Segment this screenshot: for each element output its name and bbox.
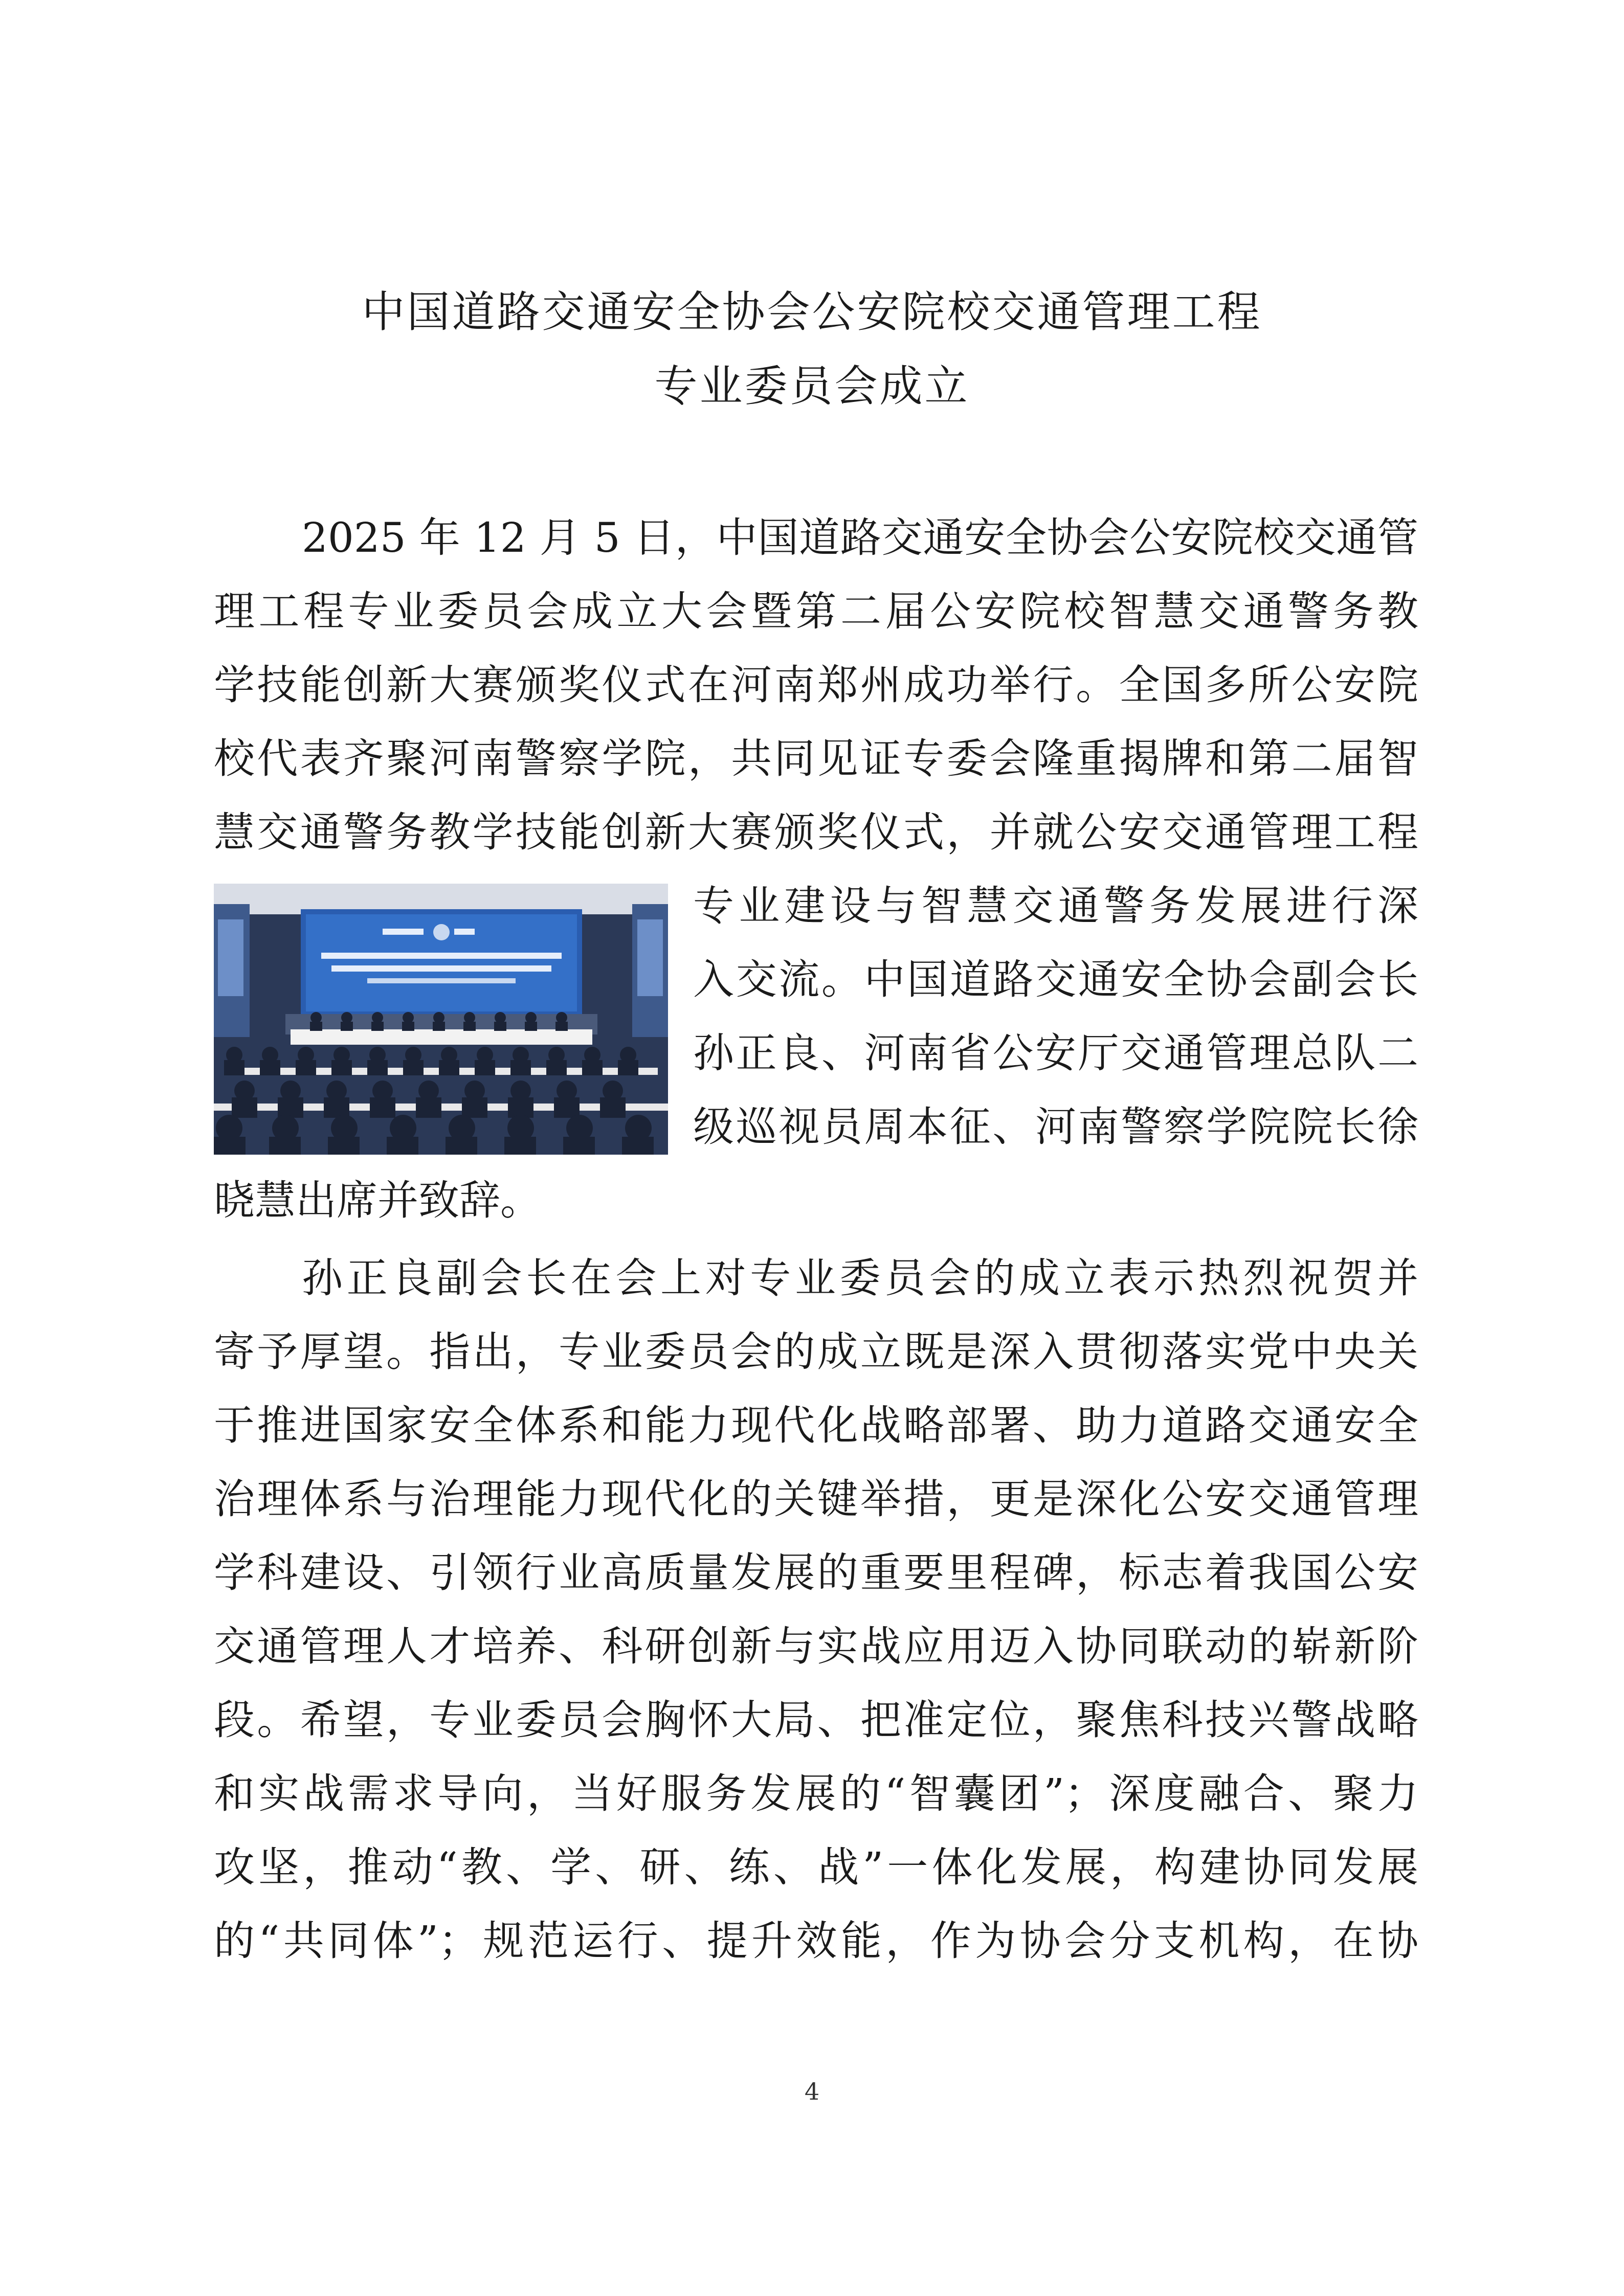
page-number: 4 [804, 2078, 820, 2105]
paragraph-2-line: 段。希望，专业委员会胸怀大局、把准定位，聚焦科技兴警战略 [214, 1696, 1418, 1744]
paragraph-1-line: 理工程专业委员会成立大会暨第二届公安院校智慧交通警务教 [214, 588, 1418, 635]
paragraph-2-line: 学科建设、引领行业高质量发展的重要里程碑，标志着我国公安 [214, 1549, 1418, 1596]
paragraph-1-line: 慧交通警务教学技能创新大赛颁奖仪式，并就公安交通管理工程 [214, 808, 1418, 856]
paragraph-2-line: 寄予厚望。指出，专业委员会的成立既是深入贯彻落实党中央关 [214, 1328, 1418, 1376]
paragraph-1-line: 晓慧出席并致辞。 [214, 1177, 541, 1224]
paragraph-2-line: 于推进国家安全体系和能力现代化战略部署、助力道路交通安全 [214, 1402, 1418, 1449]
paragraph-1-line: 校代表齐聚河南警察学院，共同见证专委会隆重揭牌和第二届智 [214, 735, 1418, 782]
paragraph-1-line: 入交流。中国道路交通安全协会副会长 [693, 956, 1418, 1003]
paragraph-2-line: 和实战需求导向，当好服务发展的“智囊团”；深度融合、聚力 [214, 1770, 1418, 1817]
article-title-line-1: 中国道路交通安全协会公安院校交通管理工程 [362, 287, 1262, 337]
paragraph-1-line: 级巡视员周本征、河南警察学院院长徐 [693, 1103, 1418, 1151]
conference-photo [214, 884, 668, 1155]
paragraph-1-line: 2025 年 12 月 5 日，中国道路交通安全协会公安院校交通管 [302, 514, 1418, 561]
paragraph-1-line: 孙正良、河南省公安厅交通管理总队二 [693, 1029, 1418, 1077]
paragraph-1-line: 学技能创新大赛颁奖仪式在河南郑州成功举行。全国多所公安院 [214, 661, 1418, 709]
paragraph-1-line: 专业建设与智慧交通警务发展进行深 [693, 882, 1418, 930]
paragraph-2-line: 治理体系与治理能力现代化的关键举措，更是深化公安交通管理 [214, 1475, 1418, 1523]
paragraph-2-line: 孙正良副会长在会上对专业委员会的成立表示热烈祝贺并 [302, 1254, 1418, 1302]
paragraph-2-line: 交通管理人才培养、科研创新与实战应用迈入协同联动的崭新阶 [214, 1623, 1418, 1670]
paragraph-2-line: 攻坚，推动“教、学、研、练、战”一体化发展，构建协同发展 [214, 1843, 1418, 1891]
article-title-line-2: 专业委员会成立 [654, 361, 970, 411]
paragraph-2-line: 的“共同体”；规范运行、提升效能，作为协会分支机构，在协 [214, 1917, 1418, 1965]
